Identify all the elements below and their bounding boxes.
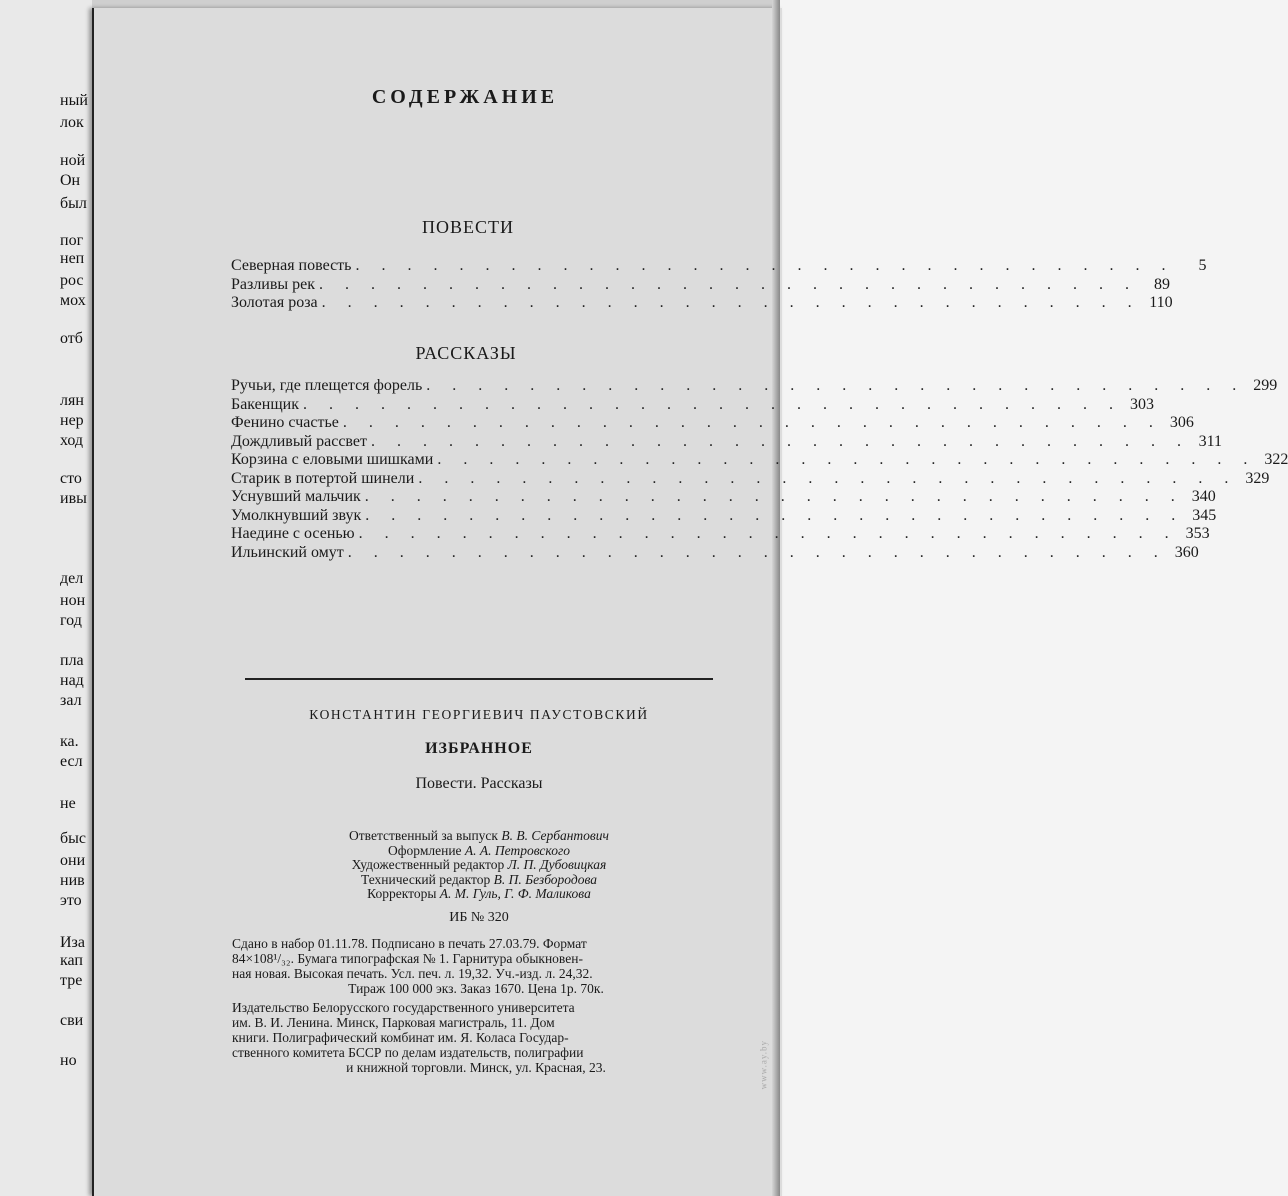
left-page-fragment: дел <box>60 570 84 587</box>
left-page-fragment: пла <box>60 652 84 669</box>
toc-entry-page: 311 <box>1198 432 1222 450</box>
toc-entry-page: 340 <box>1191 488 1216 505</box>
left-page-fragment: они <box>60 852 86 869</box>
credit-line <box>245 886 713 901</box>
toc-entry-title: Дождливый рассвет <box>231 432 367 450</box>
dot-leader: . . . . . . . . . . . . . . . . . . . . . . . . . . . . . . . . <box>319 275 1139 293</box>
left-page-fragment: нон <box>60 592 86 609</box>
left-page-fragment: отб <box>60 330 83 347</box>
left-page-fragment: кап <box>60 952 83 969</box>
credit-line <box>245 872 713 887</box>
left-page-fragment: тре <box>60 972 83 989</box>
toc-entry-title: Умолкнувший звук <box>231 506 362 524</box>
credit-line <box>245 828 713 843</box>
credit-name: В. П. Безбородова <box>493 871 597 887</box>
credit-role: Художественный редактор <box>351 857 505 872</box>
print-info-line: 84×108¹/₃₂. Бумага типографская № 1. Гарнитура обыкновен- <box>232 951 583 966</box>
publisher-info-line: Издательство Белорусского государственного университета <box>232 1000 575 1015</box>
toc-entry <box>231 487 1216 506</box>
dot-leader: . . . . . . . . . . . . . . . . . . . . . . . . . . . . . . . . <box>347 543 1167 561</box>
divider-rule <box>245 678 713 680</box>
toc-entry <box>231 275 1171 294</box>
toc-entry <box>231 256 1207 275</box>
toc-entry-page: 299 <box>1253 377 1278 394</box>
toc-entry-title: Разливы рек <box>231 275 316 293</box>
toc-entry-page: 306 <box>1169 414 1194 431</box>
left-page-fragment: ной <box>60 152 86 169</box>
dot-leader: . . . . . . . . . . . . . . . . . . . . . . . . . . . . . . . . <box>355 257 1175 274</box>
left-page-fragment: мох <box>60 292 86 309</box>
left-page-fragment: но <box>60 1052 77 1069</box>
toc-entry-page: 303 <box>1129 395 1154 413</box>
left-page-fragment: был <box>60 195 87 212</box>
toc-entry-page: 322 <box>1264 451 1288 468</box>
credit-role: Ответственный за выпуск <box>349 828 498 843</box>
toc-entry-title: Золотая роза <box>231 294 318 311</box>
dot-leader: . . . . . . . . . . . . . . . . . . . . . . . . . . . . . . . . <box>370 432 1190 450</box>
left-page-fragment: ивы <box>60 490 87 507</box>
toc-entry-title: Уснувший мальчик <box>231 488 361 505</box>
left-page-fragment: зал <box>60 692 82 709</box>
left-page-fragment: год <box>60 612 82 629</box>
left-page-fragment: Он <box>60 172 81 189</box>
toc-entry <box>231 413 1194 432</box>
toc-entry-page: 89 <box>1154 275 1171 293</box>
print-info-line: Тираж 100 000 экз. Заказ 1670. Цена 1р. 70к. <box>348 981 604 996</box>
toc-entry-title: Ильинский омут <box>231 543 344 561</box>
toc-entry-title: Корзина с еловыми шишками <box>231 451 434 468</box>
author-name: КОНСТАНТИН ГЕОРГИЕВИЧ ПАУСТОВСКИЙ <box>309 707 649 722</box>
left-page-fragment: лок <box>60 114 84 131</box>
left-page-fragment: сто <box>60 470 82 487</box>
left-page-fragment: неп <box>60 250 85 267</box>
left-page-fragment: ход <box>60 432 84 449</box>
print-info <box>232 936 720 996</box>
contents-title: СОДЕРЖАНИЕ <box>371 86 559 108</box>
credit-line <box>245 843 713 858</box>
toc-entry-title: Бакенщик <box>231 395 299 413</box>
dot-leader: . . . . . . . . . . . . . . . . . . . . . . . . . . . . . . . . <box>426 377 1246 394</box>
dot-leader: . . . . . . . . . . . . . . . . . . . . . . . . . . . . . . . . <box>358 525 1178 542</box>
toc-entry-title: Северная повесть <box>231 257 352 274</box>
print-info-line: Сдано в набор 01.11.78. Подписано в печать 27.03.79. Формат <box>232 936 587 951</box>
toc-entry-page: 353 <box>1185 525 1210 542</box>
dot-leader: . . . . . . . . . . . . . . . . . . . . . . . . . . . . . . . . <box>437 451 1257 468</box>
left-page-fragment: ка. <box>60 733 79 750</box>
dot-leader: . . . . . . . . . . . . . . . . . . . . . . . . . . . . . . . . <box>342 414 1162 431</box>
watermark: www.ay.by <box>758 1040 768 1090</box>
toc-entry-title: Старик в потертой шинели <box>231 469 415 487</box>
section-heading-povesti: ПОВЕСТИ <box>422 217 514 237</box>
dot-leader: . . . . . . . . . . . . . . . . . . . . . . . . . . . . . . . . <box>302 395 1122 413</box>
book-title: ИЗБРАННОЕ <box>425 740 533 757</box>
publisher-info-line: им. В. И. Ленина. Минск, Парковая магистраль, 11. Дом <box>232 1015 555 1030</box>
dot-leader: . . . . . . . . . . . . . . . . . . . . . . . . . . . . . . . . <box>365 506 1185 524</box>
toc-entry <box>231 376 1278 395</box>
section-heading-rasskazy: РАССКАЗЫ <box>415 343 517 363</box>
left-page-fragment: это <box>60 892 82 909</box>
toc-entry-title: Фенино счастье <box>231 414 339 431</box>
toc-entry <box>231 543 1199 562</box>
toc-entry-page: 110 <box>1149 294 1173 311</box>
credit-line <box>245 857 713 872</box>
toc-entry-title: Ручьи, где плещется форель <box>231 377 423 394</box>
publisher-info-line: ственного комитета БССР по делам издательств, полиграфии <box>232 1045 584 1060</box>
left-page-fragment: не <box>60 795 76 812</box>
left-page-fragment: ный <box>60 92 88 109</box>
left-page-fragment: Иза <box>60 934 85 951</box>
page-edge-shadow <box>772 0 780 1196</box>
toc-entry-title: Наедине с осенью <box>231 525 355 542</box>
left-page-fragment: над <box>60 672 84 689</box>
left-page-fragment: рос <box>60 272 84 289</box>
publisher-info-line: книги. Полиграфический комбинат им. Я. Коласа Государ- <box>232 1030 569 1045</box>
left-page-fragment: нив <box>60 872 85 889</box>
left-page-fragment: есл <box>60 753 83 770</box>
credit-role: Технический редактор <box>361 871 491 887</box>
left-page-fragment: сви <box>60 1012 84 1029</box>
credit-name: А. М. Гуль, Г. Ф. Маликова <box>439 886 591 901</box>
credit-name: Л. П. Дубовицкая <box>507 857 607 872</box>
left-page-fragment: пог <box>60 232 84 249</box>
toc-entry-page: 345 <box>1192 506 1217 524</box>
credit-role: Оформление <box>388 842 462 858</box>
toc-entry <box>231 469 1270 488</box>
dot-leader: . . . . . . . . . . . . . . . . . . . . . . . . . . . . . . . . <box>364 488 1184 505</box>
credit-name: А. А. Петровского <box>464 842 570 858</box>
credit-name: В. В. Сербантович <box>501 828 609 843</box>
toc-entry-page: 5 <box>1198 257 1207 274</box>
toc-entry <box>231 395 1154 414</box>
toc-entry <box>231 524 1210 543</box>
toc-entry-page: 329 <box>1245 469 1270 487</box>
toc-entry <box>231 506 1217 525</box>
publisher-info-line: и книжной торговли. Минск, ул. Красная, 23. <box>346 1060 606 1075</box>
left-page-fragment: быс <box>60 830 86 847</box>
dot-leader: . . . . . . . . . . . . . . . . . . . . . . . . . . . . . . . . <box>321 294 1141 311</box>
toc-entry <box>231 432 1222 451</box>
toc-entry <box>231 293 1173 312</box>
toc-entry-page: 360 <box>1174 543 1199 561</box>
dot-leader: . . . . . . . . . . . . . . . . . . . . . . . . . . . . . . . . <box>418 469 1238 487</box>
ib-number: ИБ № 320 <box>449 910 509 925</box>
left-page-fragment: нер <box>60 412 84 429</box>
print-info-line: ная новая. Высокая печать. Усл. печ. л. 19,32. Уч.-изд. л. 24,32. <box>232 966 593 981</box>
book-subtitle: Повести. Рассказы <box>415 775 543 792</box>
left-page-fragment: лян <box>60 392 84 409</box>
toc-entry <box>231 450 1288 469</box>
publisher-info <box>232 1000 720 1075</box>
credit-role: Корректоры <box>367 886 437 901</box>
